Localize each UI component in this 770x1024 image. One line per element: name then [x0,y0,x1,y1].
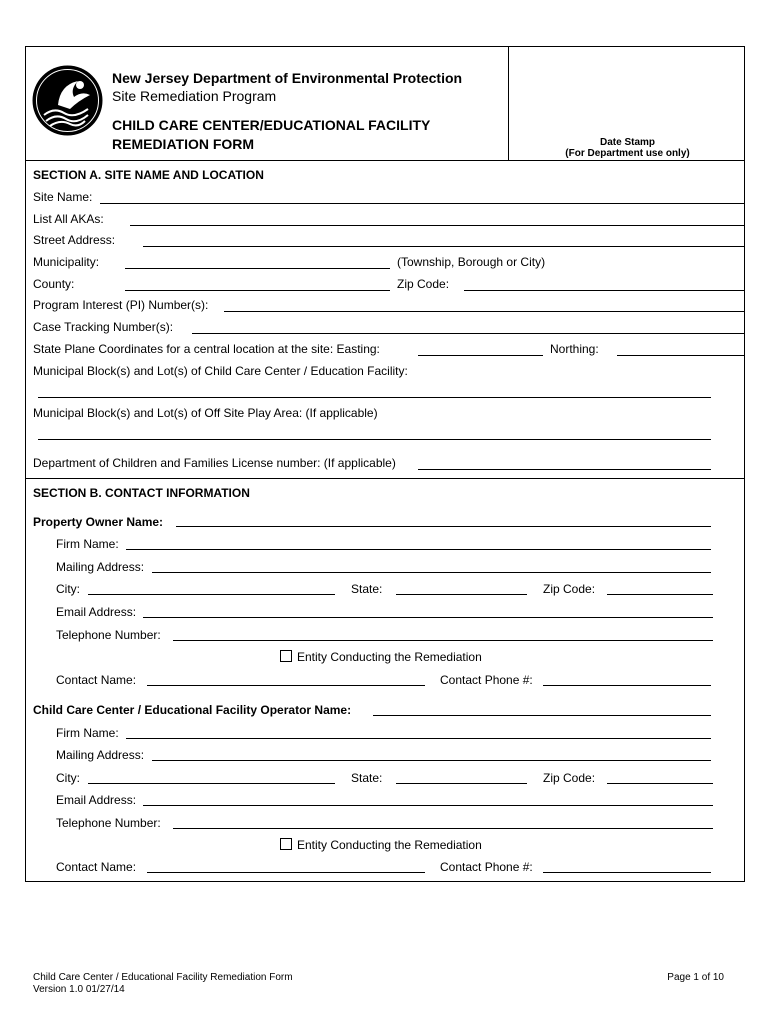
dcf-license-field[interactable] [418,469,711,470]
owner-city-field[interactable] [88,594,335,595]
operator-mailing-label: Mailing Address: [56,748,145,762]
header-divider [508,46,509,160]
owner-state-field[interactable] [396,594,527,595]
site-name-field[interactable] [100,203,745,204]
municipality-field[interactable] [125,268,390,269]
agency-name: New Jersey Department of Environmental Protection [112,70,463,86]
county-field[interactable] [125,290,390,291]
pi-number-field[interactable] [224,311,745,312]
owner-contact-phone-label: Contact Phone #: [440,673,533,687]
case-tracking-field[interactable] [192,333,745,334]
block-lot-offsite-label: Municipal Block(s) and Lot(s) of Off Site Play Area: (If applicable) [33,406,378,420]
owner-entity-label: Entity Conducting the Remediation [297,650,482,664]
block-lot-label: Municipal Block(s) and Lot(s) of Child Care Center / Education Facility: [33,364,408,378]
municipality-label: Municipality: [33,255,100,269]
operator-zip-label: Zip Code: [543,771,596,785]
operator-phone-field[interactable] [173,828,713,829]
section-b-top-rule [25,478,745,479]
street-address-label: Street Address: [33,233,116,247]
easting-field[interactable] [418,355,543,356]
operator-entity-checkbox[interactable] [280,838,292,850]
northing-label: Northing: [550,342,599,356]
operator-phone-label: Telephone Number: [56,816,161,830]
owner-phone-label: Telephone Number: [56,628,161,642]
owner-contact-phone-field[interactable] [543,685,711,686]
section-a-title: SECTION A. SITE NAME AND LOCATION [33,168,264,182]
owner-phone-field[interactable] [173,640,713,641]
owner-heading: Property Owner Name: [33,515,164,529]
easting-label: State Plane Coordinates for a central location at the site: Easting: [33,342,380,356]
northing-field[interactable] [617,355,745,356]
operator-name-field[interactable] [373,715,711,716]
street-address-field[interactable] [143,246,745,247]
operator-state-label: State: [351,771,383,785]
section-b-title: SECTION B. CONTACT INFORMATION [33,486,250,500]
site-name-label: Site Name: [33,190,93,204]
operator-email-field[interactable] [143,805,713,806]
owner-name-field[interactable] [176,526,711,527]
owner-city-label: City: [56,582,80,596]
county-label: County: [33,277,75,291]
operator-contact-name-label: Contact Name: [56,860,137,874]
operator-state-field[interactable] [396,783,527,784]
form-title-line1: CHILD CARE CENTER/EDUCATIONAL FACILITY [112,117,431,133]
operator-email-label: Email Address: [56,793,137,807]
njdep-logo [30,63,105,138]
block-lot-field[interactable] [38,397,711,398]
dcf-license-label: Department of Children and Families License number: (If applicable) [33,456,396,470]
operator-city-label: City: [56,771,80,785]
owner-zip-label: Zip Code: [543,582,596,596]
block-lot-offsite-field[interactable] [38,439,711,440]
date-stamp-note: (For Department use only) [565,148,690,159]
owner-mailing-field[interactable] [152,572,711,573]
operator-firm-field[interactable] [126,738,711,739]
operator-firm-label: Firm Name: [56,726,119,740]
owner-zip-field[interactable] [607,594,713,595]
owner-contact-name-field[interactable] [147,685,425,686]
njdep-seal-icon [30,63,105,138]
zip-code-label: Zip Code: [397,277,450,291]
case-tracking-label: Case Tracking Number(s): [33,320,174,334]
owner-firm-field[interactable] [126,549,711,550]
zip-code-field[interactable] [464,290,745,291]
akas-label: List All AKAs: [33,212,104,226]
operator-zip-field[interactable] [607,783,713,784]
operator-contact-name-field[interactable] [147,872,425,873]
pi-number-label: Program Interest (PI) Number(s): [33,298,209,312]
owner-state-label: State: [351,582,383,596]
operator-heading: Child Care Center / Educational Facility Operator Name: [33,703,352,717]
program-name: Site Remediation Program [112,88,277,104]
akas-field[interactable] [130,225,745,226]
owner-entity-checkbox[interactable] [280,650,292,662]
operator-city-field[interactable] [88,783,335,784]
date-stamp-label: Date Stamp [599,137,655,148]
footer-version: Version 1.0 01/27/14 [33,984,125,995]
owner-email-label: Email Address: [56,605,137,619]
footer-page-number: Page 1 of 10 [667,972,724,983]
operator-contact-phone-label: Contact Phone #: [440,860,533,874]
owner-contact-name-label: Contact Name: [56,673,137,687]
operator-mailing-field[interactable] [152,760,711,761]
footer-form-name: Child Care Center / Educational Facility Remediation Form [33,972,293,983]
section-a-top-rule [25,160,745,161]
operator-entity-label: Entity Conducting the Remediation [297,838,482,852]
owner-firm-label: Firm Name: [56,537,119,551]
owner-mailing-label: Mailing Address: [56,560,145,574]
operator-contact-phone-field[interactable] [543,872,711,873]
form-title-line2: REMEDIATION FORM [112,136,255,152]
municipality-note: (Township, Borough or City) [397,255,546,269]
owner-email-field[interactable] [143,617,713,618]
